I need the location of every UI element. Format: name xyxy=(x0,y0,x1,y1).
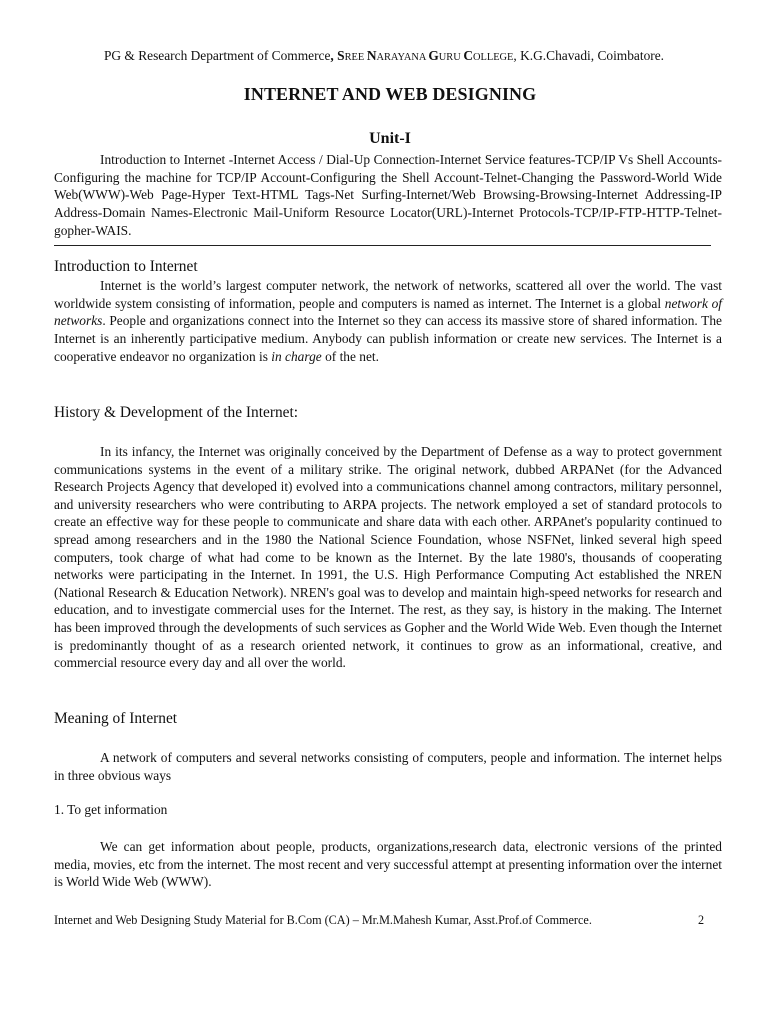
emphasis-network-of-networks: network of networks xyxy=(54,295,723,329)
get-information-paragraph: We can get information about people, products, organizations,research data, electronic versions of the printed media, movies, etc from the internet. The most recent and very successful attempt at presenting information over the internet is World Wide Web (WWW). xyxy=(54,839,722,890)
section-divider xyxy=(54,245,711,246)
unit-title: Unit-I xyxy=(369,130,411,147)
header-department: PG & Research Department of Commerce xyxy=(103,48,331,63)
page-footer: Internet and Web Designing Study Material for B.Com (CA) – Mr.M.Mahesh Kumar, Asst.Prof.of Commerce. xyxy=(54,913,592,927)
unit-syllabus: Introduction to Internet -Internet Access / Dial-Up Connection-Internet Service features-TCP/IP Vs Shell Accounts-Configuring the machine for TCP/IP Account-Configuring the Shell Account-Telnet-Changing the Password-World Wide Web(WWW)-Web Page-Hyper Text-HTML Tags-Net Surfing-Internet/Web Browsing-Browsing-Internet Addressing-IP Address-Domain Names-Electronic Mail-Uniform Resource Locator(URL)-Internet Protocols-TCP/IP-FTP-HTTP-Telnet-gopher-WAIS. xyxy=(54,152,722,238)
intro-paragraph: Internet is the world’s largest computer network, the network of networks, scattered all over the world. The vast worldwide system consisting of information, people and computers is named as internet. The Internet is a global network of networks. People and organizations connect into the Internet so they can access its massive store of shared information. The Internet is an inherently participative medium. Anybody can publish information or create new services. The Internet is a cooperative endeavor no organization is in charge of the net. xyxy=(54,278,723,364)
page-number: 2 xyxy=(698,913,705,927)
history-paragraph: In its infancy, the Internet was originally conceived by the Department of Defense as a way to protect government communications systems in the event of a military strike. The original network, dubbed ARPANet (for the Advanced Research Projects Agency that developed it) evolved into a communications channel among contractors, military personnel, and university researchers who were contributing to ARPA projects. The network employed a set of standard protocols to create an effective way for these people to communicate and share data with each other. ARPAnet's popularity continued to spread among researchers and in the 1980 the National Science Foundation, whose NSFNet, linked several high speed computers, took charge of what had come to be known as the Internet. By the late 1980's, thousands of cooperating networks were participating in the Internet. In 1991, the U.S. High Performance Computing Act established the NREN (National Research & Education Network). NREN's goal was to develop and maintain high-speed networks for research and education, and to investigate commercial uses for the Internet. The rest, as they say, is history in the making. The Internet has been improved through the developments of such services as Gopher and the World Wide Web. Even though the Internet is predominantly thought of as a research oriented network, it continues to grow as an informational, creative, and commercial resource every day and all over the world. xyxy=(54,444,722,671)
document-title: INTERNET AND WEB DESIGNING xyxy=(243,84,537,104)
meaning-paragraph: A network of computers and several networks consisting of computers, people and information. The internet helps in three obvious ways xyxy=(54,750,722,783)
meaning-heading: Meaning of Internet xyxy=(54,710,178,727)
history-heading: History & Development of the Internet: xyxy=(54,404,299,421)
page-header: PG & Research Department of Commerce, SREE NARAYANA GURU COLLEGE, K.G.Chavadi, Coimbatore. xyxy=(103,48,665,63)
list-item-get-information: 1. To get information xyxy=(54,802,168,817)
emphasis-in-charge: in charge xyxy=(271,348,322,364)
header-location: , K.G.Chavadi, Coimbatore. xyxy=(513,48,665,63)
intro-heading: Introduction to Internet xyxy=(54,258,198,275)
